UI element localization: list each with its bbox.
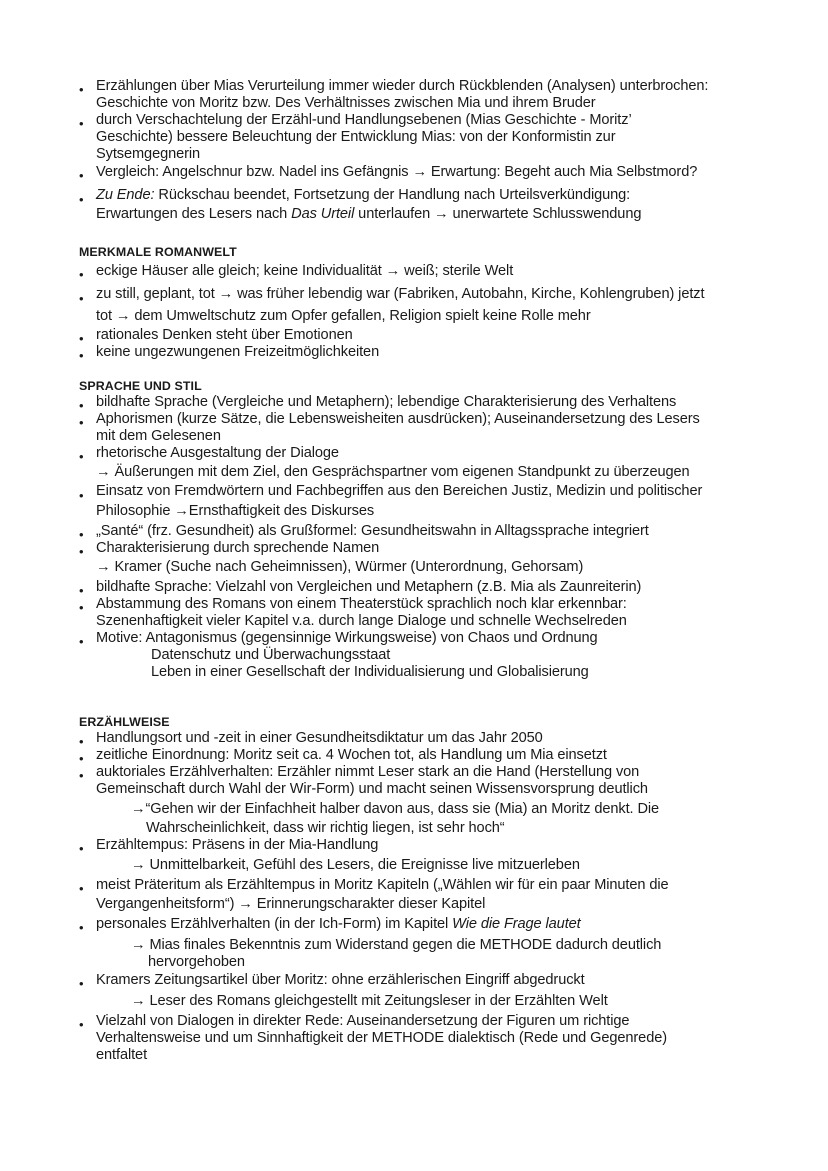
text-line: → Kramer (Suche nach Geheimnissen), Würmer (Unterordnung, Gehorsam) bbox=[96, 559, 584, 575]
text-span: Erwartungen des Lesers nach bbox=[96, 206, 292, 222]
text-line: rhetorische Ausgestaltung der Dialoge bbox=[96, 445, 339, 461]
text-line: bildhafte Sprache (Vergleiche und Metaphern); lebendige Charakterisierung des Verhaltens bbox=[96, 394, 677, 410]
bullet bbox=[80, 353, 86, 359]
bullet bbox=[80, 532, 86, 538]
text-line: entfaltet bbox=[96, 1047, 148, 1063]
text-line: Wahrscheinlichkeit, dass wir richtig liegen, ist sehr hoch“ bbox=[146, 820, 505, 836]
text-line bbox=[96, 916, 581, 933]
text-line: Erzählungen über Mias Verurteilung immer wieder durch Rückblenden (Analysen) unterbrochen: bbox=[96, 78, 709, 94]
text-line: eckige Häuser alle gleich; keine Individualität → weiß; sterile Welt bbox=[96, 263, 514, 279]
italic-text: Das Urteil bbox=[291, 206, 355, 222]
text-line bbox=[96, 187, 630, 204]
text-line: →“Gehen wir der Einfachheit halber davon aus, dass sie (Mia) an Moritz denkt. Die bbox=[131, 801, 660, 817]
bullet bbox=[80, 420, 86, 426]
bullet bbox=[80, 454, 86, 460]
bullet bbox=[80, 981, 86, 987]
bullet bbox=[80, 272, 86, 278]
bullet bbox=[80, 605, 86, 611]
bullet bbox=[80, 639, 86, 645]
text-line: tot → dem Umweltschutz zum Opfer gefallen, Religion spielt keine Rolle mehr bbox=[96, 308, 591, 324]
text-line: Gemeinschaft durch Wahl der Wir-Form) und macht seinen Wissensvorsprung deutlich bbox=[96, 781, 648, 797]
text-line: → Mias finales Bekenntnis zum Widerstand gegen die METHODE dadurch deutlich bbox=[131, 937, 662, 953]
section-heading: SPRACHE UND STIL bbox=[79, 379, 202, 393]
text-line: Geschichte) bessere Beleuchtung der Entwicklung Mias: von der Konformistin zur bbox=[96, 129, 616, 145]
bullet bbox=[80, 925, 86, 931]
text-line: Geschichte von Moritz bzw. Des Verhältnisses zwischen Mia und ihrem Bruder bbox=[96, 95, 596, 111]
section-heading: ERZÄHLWEISE bbox=[79, 715, 170, 729]
bullet bbox=[80, 739, 86, 745]
text-line: hervorgehoben bbox=[148, 954, 245, 970]
bullet bbox=[80, 197, 86, 203]
bullet bbox=[80, 886, 86, 892]
text-line: Einsatz von Fremdwörtern und Fachbegriffen aus den Bereichen Justiz, Medizin und politischer bbox=[96, 483, 703, 499]
text-line: Vergangenheitsform“) → Erinnerungscharakter dieser Kapitel bbox=[96, 896, 486, 912]
text-line: bildhafte Sprache: Vielzahl von Vergleichen und Metaphern (z.B. Mia als Zaunreiterin) bbox=[96, 579, 642, 595]
bullet bbox=[80, 173, 86, 179]
text-line: Motive: Antagonismus (gegensinnige Wirkungsweise) von Chaos und Ordnung bbox=[96, 630, 598, 646]
text-line: Kramers Zeitungsartikel über Moritz: ohne erzählerischen Eingriff abgedruckt bbox=[96, 972, 585, 988]
text-line: Szenenhaftigkeit vieler Kapitel v.a. durch lange Dialoge und schnelle Wechselreden bbox=[96, 613, 627, 629]
text-line: Vergleich: Angelschnur bzw. Nadel ins Gefängnis → Erwartung: Begeht auch Mia Selbstmord? bbox=[96, 164, 698, 180]
bullet bbox=[80, 588, 86, 594]
text-line: „Santé“ (frz. Gesundheit) als Grußformel: Gesundheitswahn in Alltagssprache integriert bbox=[96, 523, 649, 539]
text-line: Abstammung des Romans von einem Theaterstück sprachlich noch klar erkennbar: bbox=[96, 596, 627, 612]
text-line: Philosophie →Ernsthaftigkeit des Diskurses bbox=[96, 503, 375, 519]
italic-text: Zu Ende: bbox=[96, 187, 155, 203]
text-line: auktoriales Erzählverhalten: Erzähler nimmt Leser stark an die Hand (Herstellung von bbox=[96, 764, 640, 780]
bullet bbox=[80, 493, 86, 499]
bullet bbox=[80, 756, 86, 762]
bullet bbox=[80, 336, 86, 342]
text-line: mit dem Gelesenen bbox=[96, 428, 221, 444]
bullet bbox=[80, 296, 86, 302]
text-line: Leben in einer Gesellschaft der Individualisierung und Globalisierung bbox=[151, 664, 589, 680]
text-line: Verhaltensweise und um Sinnhaftigkeit der METHODE dialektisch (Rede und Gegenrede) bbox=[96, 1030, 667, 1046]
text-span: personales Erzählverhalten (in der Ich-Form) im Kapitel bbox=[96, 916, 453, 932]
bullet bbox=[80, 549, 86, 555]
italic-text: Wie die Frage lautet bbox=[452, 916, 581, 932]
text-line: → Leser des Romans gleichgestellt mit Zeitungsleser in der Erzählten Welt bbox=[131, 993, 608, 1009]
text-line: meist Präteritum als Erzähltempus in Moritz Kapiteln („Wählen wir für ein paar Minuten die bbox=[96, 877, 669, 893]
bullet bbox=[80, 773, 86, 779]
text-line: zeitliche Einordnung: Moritz seit ca. 4 Wochen tot, als Handlung um Mia einsetzt bbox=[96, 747, 607, 763]
bullet bbox=[80, 846, 86, 852]
bullet bbox=[80, 87, 86, 93]
section-heading: MERKMALE ROMANWELT bbox=[79, 245, 237, 259]
text-span: unterlaufen → unerwartete Schlusswendung bbox=[354, 206, 642, 222]
bullet bbox=[80, 1022, 86, 1028]
bullet bbox=[80, 121, 86, 127]
text-line: Vielzahl von Dialogen in direkter Rede: Auseinandersetzung der Figuren um richtige bbox=[96, 1013, 630, 1029]
text-line: rationales Denken steht über Emotionen bbox=[96, 327, 353, 343]
text-line: → Äußerungen mit dem Ziel, den Gesprächspartner vom eigenen Standpunkt zu überzeugen bbox=[96, 464, 690, 480]
text-line: Erzähltempus: Präsens in der Mia-Handlung bbox=[96, 837, 379, 853]
text-line: Sytsemgegnerin bbox=[96, 146, 201, 162]
text-line: keine ungezwungenen Freizeitmöglichkeiten bbox=[96, 344, 380, 360]
text-span: Rückschau beendet, Fortsetzung der Handlung nach Urteilsverkündigung: bbox=[154, 187, 631, 203]
text-line: Handlungsort und -zeit in einer Gesundheitsdiktatur um das Jahr 2050 bbox=[96, 730, 543, 746]
text-line: zu still, geplant, tot → was früher lebendig war (Fabriken, Autobahn, Kirche, Kohlengruben) jetzt bbox=[96, 286, 705, 302]
text-line: Datenschutz und Überwachungsstaat bbox=[151, 647, 391, 663]
text-line: Aphorismen (kurze Sätze, die Lebensweisheiten ausdrücken); Auseinandersetzung des Lesers bbox=[96, 411, 700, 427]
text-line bbox=[96, 206, 641, 223]
text-line: → Unmittelbarkeit, Gefühl des Lesers, die Ereignisse live mitzuerleben bbox=[131, 857, 580, 873]
text-line: Charakterisierung durch sprechende Namen bbox=[96, 540, 380, 556]
text-line: durch Verschachtelung der Erzähl-und Handlungsebenen (Mias Geschichte - Moritz’ bbox=[96, 112, 632, 128]
bullet bbox=[80, 403, 86, 409]
